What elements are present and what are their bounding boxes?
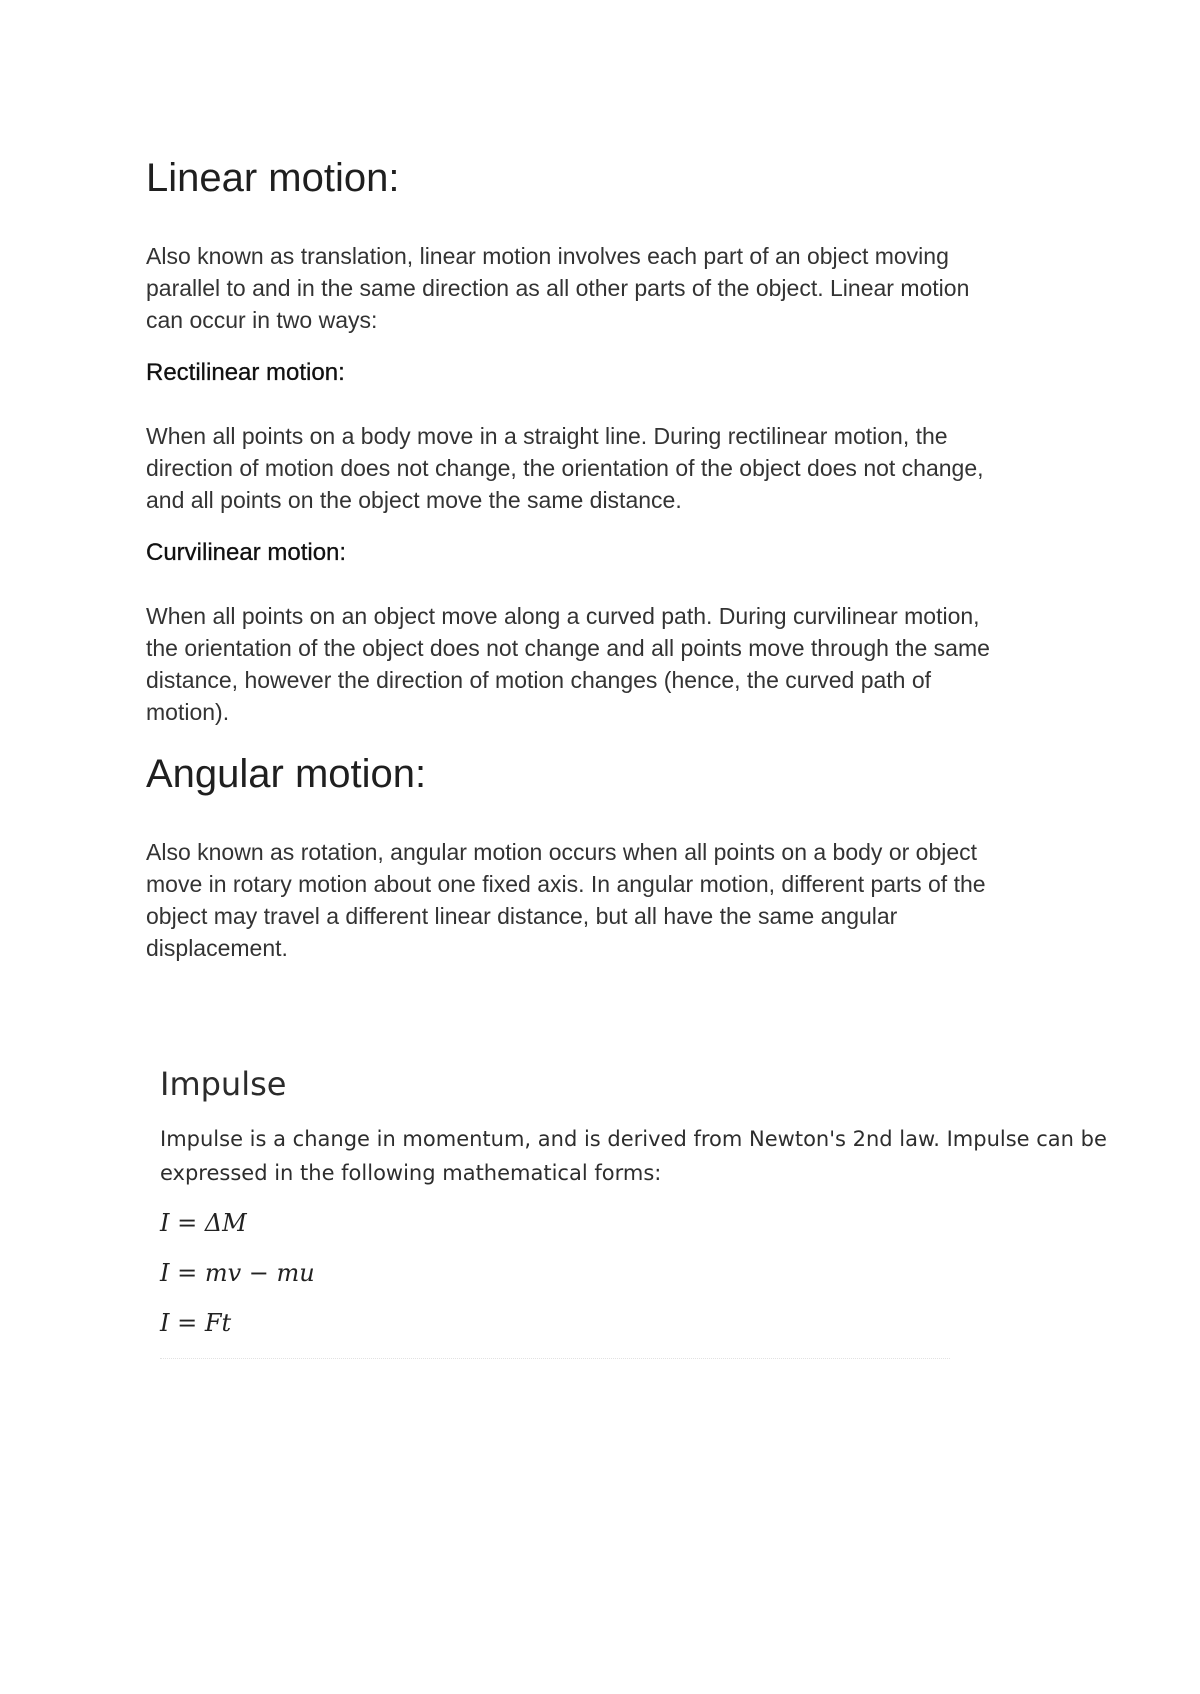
rectilinear-motion-text [146, 420, 1066, 516]
text-line: Also known as rotation, angular motion occurs when all points on a body or object [146, 839, 978, 865]
text-line: motion). [146, 699, 230, 725]
text-line: distance, however the direction of motion changes (hence, the curved path of [146, 667, 932, 693]
impulse-text [160, 1122, 1107, 1190]
angular-motion-text [146, 836, 1066, 964]
text-line: Impulse is a change in momentum, and is derived from Newton's 2nd law. Impulse can be [160, 1127, 1107, 1151]
text-line: move in rotary motion about one fixed axis. In angular motion, different parts of the [146, 871, 986, 897]
impulse-equation-ft: I = Ft [160, 1309, 232, 1337]
text-line: displacement. [146, 935, 288, 961]
rectilinear-motion-heading: Rectilinear motion: [146, 359, 345, 386]
text-line: When all points on an object move along a curved path. During curvilinear motion, [146, 603, 980, 629]
curvilinear-motion-heading: Curvilinear motion: [146, 539, 347, 566]
impulse-heading: Impulse [160, 1065, 287, 1103]
linear-motion-heading: Linear motion: [146, 156, 400, 200]
linear-motion-intro [146, 240, 1066, 336]
text-line: direction of motion does not change, the orientation of the object does not change, [146, 455, 984, 481]
cropped-edge-divider [160, 1358, 950, 1360]
curvilinear-motion-text [146, 600, 1066, 728]
text-line: can occur in two ways: [146, 307, 378, 333]
text-line: expressed in the following mathematical forms: [160, 1161, 662, 1185]
text-line: Also known as translation, linear motion involves each part of an object moving [146, 243, 949, 269]
text-line: the orientation of the object does not change and all points move through the same [146, 635, 990, 661]
impulse-section [160, 1048, 1107, 1368]
angular-motion-heading: Angular motion: [146, 752, 427, 796]
text-line: object may travel a different linear distance, but all have the same angular [146, 903, 898, 929]
text-line: When all points on a body move in a straight line. During rectilinear motion, the [146, 423, 948, 449]
impulse-equation-mv-mu: I = mv − mu [160, 1259, 315, 1287]
text-line: and all points on the object move the same distance. [146, 487, 682, 513]
impulse-equation-delta-m: I = ΔM [160, 1209, 247, 1237]
text-line: parallel to and in the same direction as all other parts of the object. Linear motion [146, 275, 970, 301]
